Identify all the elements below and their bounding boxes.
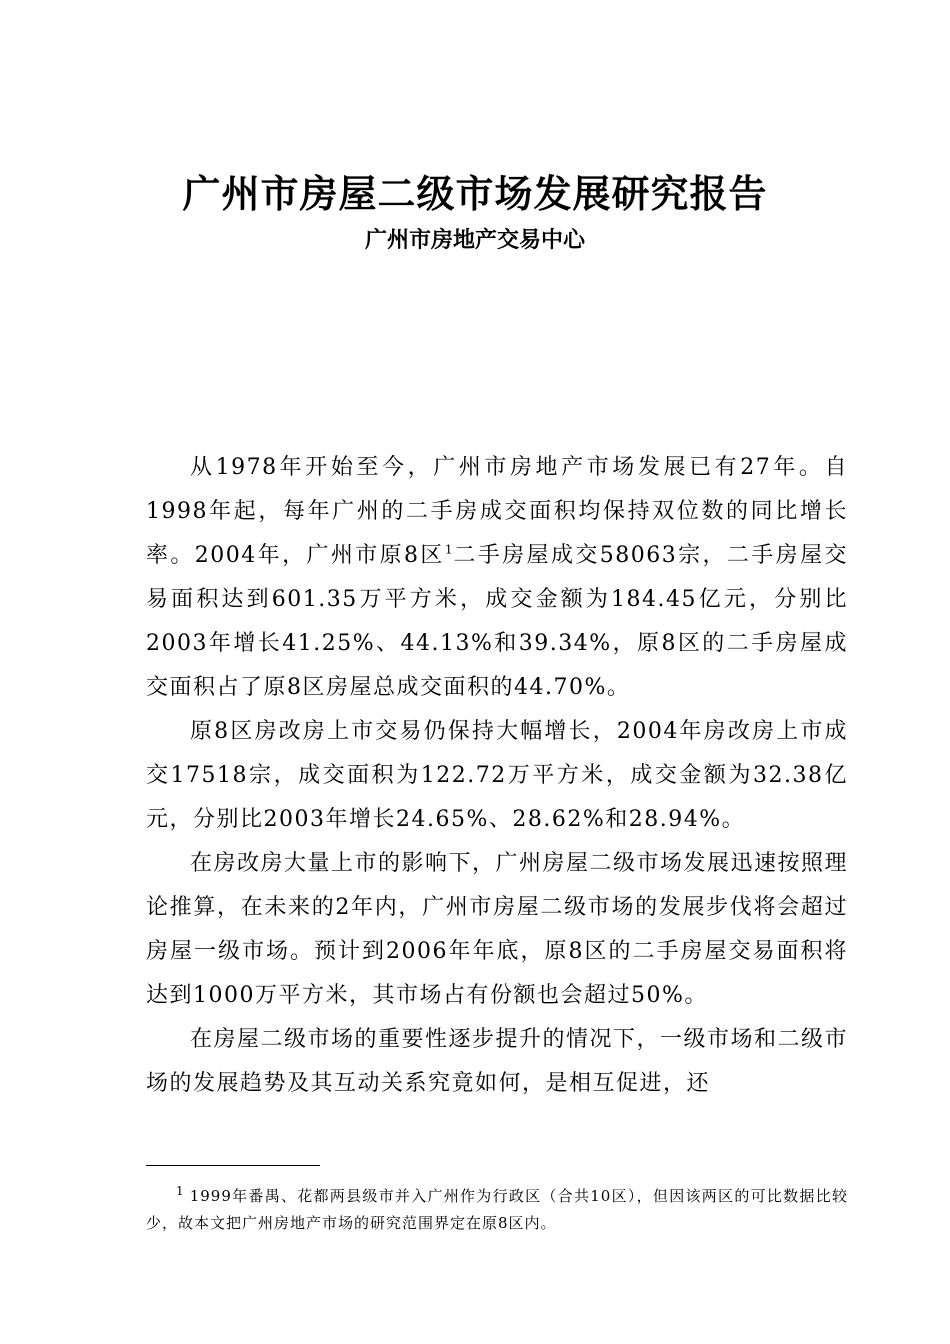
footnote-marker: 1 bbox=[176, 1184, 184, 1198]
paragraph-3: 在房改房大量上市的影响下，广州房屋二级市场发展迅速按照理论推算，在未来的2年内，广州市房屋二级市场的发展步伐将会超过房屋一级市场。预计到2006年年底，原8区的二手房屋交易面积将达到1000万平方米，其市场占有份额也会超过50%。 bbox=[146, 851, 849, 1008]
document-author: 广州市房地产交易中心 bbox=[364, 227, 585, 253]
body-text bbox=[146, 446, 848, 1106]
paragraph-1-text-continued: 二手房屋成交58063宗，二手房屋交易面积达到601.35万平方米，成交金额为184.45亿元，分别比2003年增长41.25%、44.13%和39.34%，原8区的二手房屋成交面积占了原8区房屋总成交面积的44.70%。 bbox=[146, 543, 848, 700]
footnote-reference[interactable]: 1 bbox=[444, 542, 453, 557]
paragraph-1 bbox=[146, 446, 848, 710]
footnote bbox=[146, 1183, 848, 1237]
footnote-text: 1999年番禺、花都两县级市并入广州作为行政区（合共10区），但因该两区的可比数据比较少，故本文把广州房地产市场的研究范围界定在原8区内。 bbox=[146, 1187, 848, 1232]
paragraph-2: 原8区房改房上市交易仍保持大幅增长，2004年房改房上市成交17518宗，成交面积为122.72万平方米，成交金额为32.38亿元，分别比2003年增长24.65%、28.62%和28.94%。 bbox=[146, 719, 848, 832]
paragraph-1-text: 从1978年开始至今，广州市房地产市场发展已有27年。自1998年起，每年广州的二手房成交面积均保持双位数的同比增长率。2004年，广州市原8区 bbox=[146, 455, 848, 568]
document-title: 广州市房屋二级市场发展研究报告 bbox=[182, 171, 768, 216]
paragraph-4: 在房屋二级市场的重要性逐步提升的情况下，一级市场和二级市场的发展趋势及其互动关系究竟如何，是相互促进，还 bbox=[146, 1027, 849, 1096]
footnote-separator bbox=[146, 1165, 320, 1166]
